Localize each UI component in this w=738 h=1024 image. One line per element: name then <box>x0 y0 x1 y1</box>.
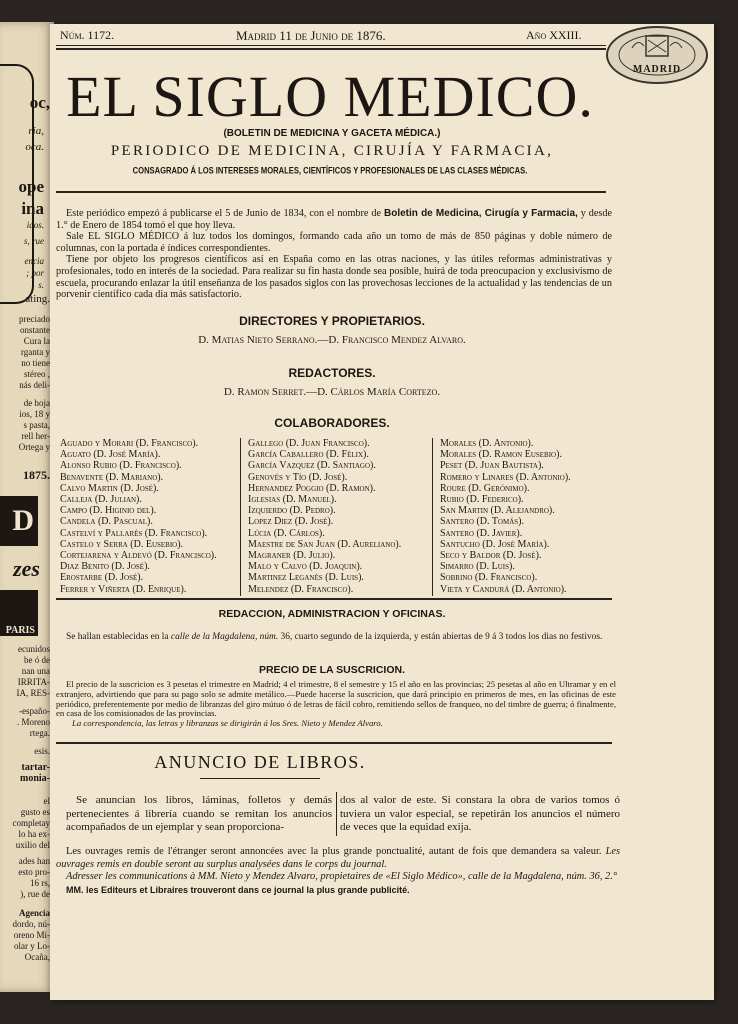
books-paragraph: dos al valor de este. Si constara la obra de varios tomos ó tuviera un valor especial, se repetirán los anuncios el número de veces que la equidad exija. <box>340 794 620 833</box>
column-rule <box>240 438 241 596</box>
offices-address: calle de la Magdalena, núm. <box>170 632 279 642</box>
contributor-entry: Malo y Calvo (D. Joaquin). <box>248 561 363 573</box>
left-fragment: ; por <box>26 268 44 278</box>
left-fragment: oreno Mi- <box>13 930 50 940</box>
left-fragment: oc, <box>29 93 50 112</box>
volume-year: Año XXIII. <box>526 28 582 42</box>
offices-text-run: 36, cuarto segundo de la izquierda, y están abiertas de 9 á 3 todos los dias no festivos. <box>278 632 603 642</box>
books-heading-rule <box>200 778 320 779</box>
books-french-notice <box>56 846 620 896</box>
left-fragment: ios, 18 y <box>19 409 50 419</box>
contributor-entry: Melendez (D. Francisco). <box>248 583 354 595</box>
left-fragment: ria, <box>28 125 44 137</box>
left-fragment: rell her- <box>21 431 50 441</box>
contributor-entry: Erostarbe (D. José). <box>60 572 144 584</box>
left-fragment: lo ha ex- <box>18 829 50 839</box>
intro-paragraph <box>56 208 612 231</box>
left-fragment: s. <box>38 280 44 290</box>
left-fragment: tartar- <box>21 762 50 773</box>
left-fragment: IRRITA- <box>17 677 50 687</box>
column-rule <box>432 438 433 596</box>
contributor-entry: Roure (D. Gerónimo). <box>440 482 530 494</box>
left-fragment: ades han <box>18 856 50 866</box>
contributor-entry: Castelo y Serra (D. Eusebio). <box>60 538 184 550</box>
contributor-entry: Vieta y Candurá (D. Antonio). <box>440 583 567 595</box>
contributor-entry: Hernandez Poggio (D. Ramon). <box>248 482 376 494</box>
left-fragment: no tiene <box>21 358 50 368</box>
contributor-entry: Aguato (D. José María). <box>60 449 161 461</box>
left-fragment: 16 rs, <box>30 878 50 888</box>
books-right-column <box>340 794 620 835</box>
left-ad-block <box>0 590 38 636</box>
french-text-run: Les ouvrages remis en double seront au surplus analysées dans le corps du journal. <box>56 846 620 870</box>
contributor-entry: Magraner (D. Julio). <box>248 550 336 562</box>
offices-paragraph <box>56 632 616 643</box>
newspaper-dedication: CONSAGRADO Á LOS INTERESES MORALES, CIENTÍFICOS Y PROFESIONALES DE LAS CLASES MÉDICAS. <box>132 165 528 176</box>
contributor-entry: Seco y Baldor (D. José). <box>440 550 542 562</box>
left-fragment: ating. <box>25 293 50 305</box>
french-paragraph <box>56 846 620 871</box>
library-stamp <box>606 26 708 84</box>
section-rule <box>56 742 612 744</box>
books-paragraph: Se anuncian los libros, láminas, folletos y demás pertenecientes á librería cuando se remitan los anuncios acompañados de un ejemplar y sean proporciona- <box>66 794 332 833</box>
contributor-entry: Peset (D. Juan Bautista). <box>440 460 544 472</box>
left-fragment: completay <box>12 818 50 828</box>
contributor-entry: Castelví y Pallarés (D. Francisco). <box>60 527 208 539</box>
contributor-entry: Iglesias (D. Manuel). <box>248 494 337 506</box>
contributor-entry: San Martin (D. Alejandro). <box>440 505 555 517</box>
left-fragment: ina <box>21 199 44 218</box>
left-fragment: esis. <box>34 746 50 756</box>
contributor-entry: Santucho (D. José María). <box>440 538 550 550</box>
subscription-paragraph: El precio de la suscricion es 3 pesetas el trimestre en Madrid; 4 el trimestre, 8 el semestre y 15 el año en las provincias; 25 pesetas al año en Ultramar y en el extranjero, advirtiendo que para su pago solo se admite metálico.—Puede hacerse la suscricion, que dará principio en primeros de mes, en las oficinas de este periódico, preferentemente por medio de libranzas del giro mútuo ó de letras de fácil cobro, remitiendo sellos de franqueo, no del timbre de guerra; ó finalmente, en casa de los comisionados de las provincias. <box>56 679 616 719</box>
left-fragment: ecunidos <box>18 644 50 654</box>
left-fragment: nás deli- <box>19 380 50 390</box>
left-fragment: ), rue de <box>20 889 50 899</box>
left-fragment: preciado <box>19 314 50 324</box>
books-heading: ANUNCIO DE LIBROS. <box>154 752 366 772</box>
left-fragment: ope <box>18 177 44 196</box>
contributor-entry: Morales (D. Antonio). <box>440 438 534 449</box>
contributor-entry: Romero y Linares (D. Antonio). <box>440 471 571 483</box>
contributor-entry: Genovés y Tío (D. José). <box>248 471 348 483</box>
left-fragment: zes <box>13 556 40 581</box>
left-fragment: rtega. <box>29 728 50 738</box>
contributor-entry: Calvo Martin (D. José). <box>60 482 159 494</box>
offices-heading: REDACCION, ADMINISTRACION Y OFICINAS. <box>218 608 446 620</box>
newspaper-page <box>50 24 714 1000</box>
intro-text-run: y desde 1.° de Enero de 1854 tomó el que hoy lleva. <box>56 208 612 231</box>
contributors-column-1 <box>60 438 240 595</box>
french-paragraph: Adresser les communications à MM. Nieto y Mendez Alvaro, propietaires de «El Siglo Médico», calle de la Magdalena, núm. 36, 2.° <box>66 871 618 883</box>
newspaper-subtitle: (BOLETIN DE MEDICINA Y GACETA MÉDICA.) <box>223 128 441 139</box>
contributor-entry: Ferrer y Viñerta (D. Enrique). <box>60 583 187 595</box>
left-fragment: rganta y <box>20 347 50 357</box>
contributor-entry: Morales (D. Ramon Eusebio). <box>440 449 562 461</box>
newspaper-title: EL SIGLO MEDICO. <box>66 64 594 129</box>
left-ad-block <box>0 496 38 546</box>
left-fragment: Cura la <box>23 336 50 346</box>
issue-number: Núm. 1172. <box>60 28 115 42</box>
left-fragment: be ó de <box>24 655 50 665</box>
left-fragment: olar y Lo- <box>14 941 50 951</box>
left-fragment: stéreo , <box>24 369 50 379</box>
contributor-entry: Santero (D. Tomás). <box>440 516 524 528</box>
left-fragment: gusto es <box>20 807 50 817</box>
left-fragment: . Moreno <box>17 717 50 727</box>
left-fragment: onstante <box>20 325 50 335</box>
left-fragment: -españo- <box>19 706 50 716</box>
left-fragment: oca. <box>25 141 44 153</box>
contributors-heading: COLABORADORES. <box>274 416 390 430</box>
section-rule <box>56 191 606 193</box>
editors-names: D. Ramon Serret.—D. Cárlos María Cortezo. <box>223 386 441 398</box>
intro-paragraph: Tiene por objeto los progresos científicos así en España como en las otras naciones, y las útiles reformas administrativas y profesionales, todo en interés de la sociedad. Para realizar su fin hasta donde sea posible, huirá de toda preocupacion y exclusivismo de escuela, procurando enlazar la útil enseñanza de los pasados siglos con las provechosas lecciones de la actualidad y las tendencias de un porvenir científico cada dia más satisfactorio. <box>56 254 612 301</box>
left-fragment: 1875. <box>23 468 50 482</box>
contributor-entry: Cortejarena y Aldevó (D. Francisco). <box>60 550 217 562</box>
contributor-entry: Sobrino (D. Francisco). <box>440 572 538 584</box>
left-fragment: nan una <box>21 666 50 676</box>
contributor-entry: Diaz Benito (D. José). <box>60 561 150 573</box>
left-fragment: s pasta, <box>23 420 50 430</box>
left-page-fragment <box>0 22 54 992</box>
left-fragment: el <box>43 796 50 806</box>
contributor-entry: Aguado y Morari (D. Francisco). <box>60 438 199 449</box>
contributor-entry: Campo (D. Higinio del). <box>60 505 157 517</box>
left-fragment: s, rue <box>24 236 44 246</box>
subscription-heading: PRECIO DE LA SUSCRICION. <box>258 664 406 676</box>
contributor-entry: Maestre de San Juan (D. Aureliano). <box>248 538 402 550</box>
contributor-entry: Gallego (D. Juan Francisco). <box>248 438 370 449</box>
contributor-entry: Benavente (D. Mariano). <box>60 471 164 483</box>
section-rule <box>56 598 612 600</box>
contributors-column-3 <box>440 438 612 595</box>
intro-text <box>56 208 612 301</box>
left-fragment: Ortega y <box>18 442 50 452</box>
subscription-text <box>56 680 616 729</box>
directors-heading: DIRECTORES Y PROPIETARIOS. <box>239 314 425 328</box>
correspondence-note: La correspondencia, las letras y libranzas se dirigirán á los Sres. Nieto y Mendez Alvaro. <box>72 718 383 729</box>
offices-text-run: Se hallan establecidas en la <box>66 632 171 642</box>
intro-text-run: Este periódico empezó á publicarse el 5 de Junio de 1834, con el nombre de <box>66 208 384 219</box>
contributor-entry: García Vazquez (D. Santiago). <box>248 460 376 472</box>
left-fragment: dordo, nú- <box>12 919 50 929</box>
directors-names: D. Matias Nieto Serrano.—D. Francisco Mendez Alvaro. <box>198 334 466 346</box>
left-fragment: IA, RES- <box>16 688 50 698</box>
left-fragment: D <box>12 504 34 537</box>
masthead-rule <box>56 45 606 46</box>
intro-paragraph: Sale EL SIGLO MÉDICO á luz todos los domingos, formando cada año un tomo de más de 850 páginas y doble número de columnas, con la portada é índices correspondientes. <box>56 231 612 254</box>
contributor-entry: Martinez Leganés (D. Luis). <box>248 572 364 584</box>
column-rule <box>336 792 337 836</box>
contributor-entry: García Caballero (D. Félix). <box>248 449 369 461</box>
left-fragment: esto pro- <box>18 867 50 877</box>
left-fragment: monia- <box>20 773 50 784</box>
contributor-entry: Lopez Diez (D. José). <box>248 516 334 528</box>
offices-text <box>56 632 616 643</box>
contributor-entry: Rubio (D. Federico). <box>440 494 524 506</box>
editors-heading: REDACTORES. <box>288 366 376 380</box>
newspaper-tagline: PERIODICO DE MEDICINA, CIRUJÍA Y FARMACIA, <box>110 143 554 159</box>
books-left-column <box>66 794 332 835</box>
contributor-entry: Simarro (D. Luis). <box>440 561 515 573</box>
contributor-entry: Alonso Rubio (D. Francisco). <box>60 460 182 472</box>
contributor-entry: Calleja (D. Julian). <box>60 494 142 506</box>
left-fragment: de hoja <box>23 398 50 408</box>
french-paragraph: MM. les Editeurs et Libraires trouveront dans ce journal la plus grande publicité. <box>66 884 410 895</box>
left-fragment: uxilio del <box>15 840 50 850</box>
dateline: Madrid 11 de Junio de 1876. <box>236 28 386 43</box>
left-fragment: encia <box>24 256 44 266</box>
intro-former-name: Boletin de Medicina, Cirugía y Farmacia, <box>383 208 578 219</box>
contributors-column-2 <box>248 438 434 595</box>
contributor-entry: Lúcia (D. Cárlos). <box>248 527 325 539</box>
contributor-entry: Izquierdo (D. Pedro). <box>248 505 336 517</box>
left-fragment: idos. <box>26 220 44 230</box>
left-fragment: PARIS <box>5 625 35 636</box>
left-fragment: Agencia <box>19 908 50 918</box>
contributor-entry: Candela (D. Pascual). <box>60 516 153 528</box>
french-text-run: Les ouvrages remis de l'étranger seront annoncées avec la plus grande ponctualité, autant de fois que demandera sa valeur. <box>66 846 606 857</box>
stamp-text: MADRID <box>632 64 682 75</box>
left-fragment: Ocaña, <box>24 952 50 962</box>
masthead-rule <box>56 48 606 50</box>
contributor-entry: Santero (D. Javier). <box>440 527 523 539</box>
